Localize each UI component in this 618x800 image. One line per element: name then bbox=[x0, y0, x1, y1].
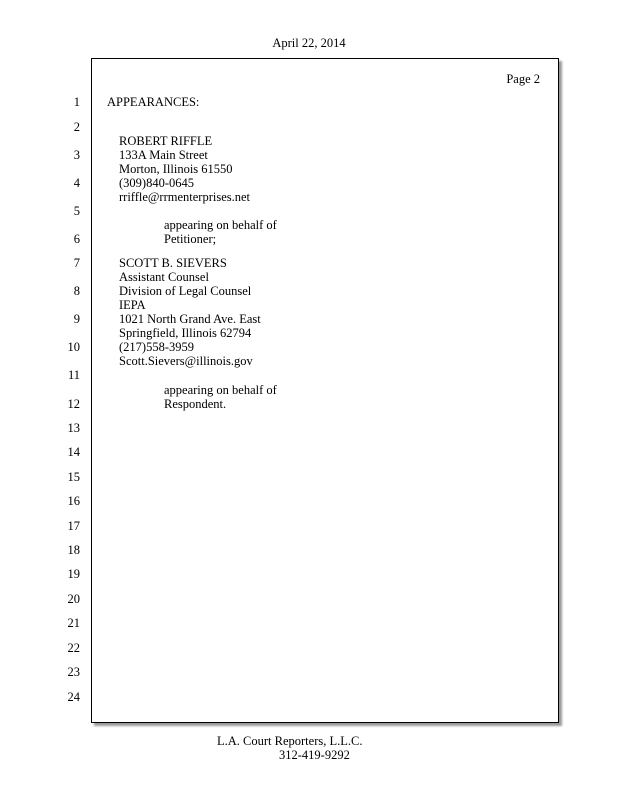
petitioner-name: ROBERT RIFFLE bbox=[119, 134, 213, 148]
line-number: 13 bbox=[67, 421, 80, 435]
respondent-street: 1021 North Grand Ave. East bbox=[119, 312, 261, 326]
petitioner-email: rriffle@rrmenterprises.net bbox=[119, 190, 251, 204]
petitioner-role-line: appearing on behalf of bbox=[164, 218, 277, 232]
respondent-email: Scott.Sievers@illinois.gov bbox=[119, 354, 253, 368]
page-number-label: Page 2 bbox=[506, 72, 540, 86]
respondent-city: Springfield, Illinois 62794 bbox=[119, 326, 252, 340]
line-number: 15 bbox=[67, 470, 80, 484]
line-number: 18 bbox=[67, 543, 80, 557]
line-number: 11 bbox=[67, 368, 80, 382]
line-number: 21 bbox=[67, 616, 80, 630]
respondent-title: Assistant Counsel bbox=[119, 270, 209, 284]
line-number: 4 bbox=[73, 176, 80, 190]
petitioner-street: 133A Main Street bbox=[119, 148, 208, 162]
line-number: 3 bbox=[73, 148, 80, 162]
line-number: 16 bbox=[67, 494, 80, 508]
line-number: 9 bbox=[73, 312, 80, 326]
line-number: 8 bbox=[73, 284, 80, 298]
line-number: 7 bbox=[73, 256, 80, 270]
petitioner-phone: (309)840-0645 bbox=[119, 176, 194, 190]
appearances-heading: APPEARANCES: bbox=[107, 95, 200, 109]
respondent-phone: (217)558-3959 bbox=[119, 340, 194, 354]
line-number: 19 bbox=[67, 567, 80, 581]
footer-phone: 312-419-9292 bbox=[279, 748, 350, 762]
line-number: 24 bbox=[67, 690, 80, 704]
transcript-date: April 22, 2014 bbox=[272, 36, 346, 50]
line-number: 12 bbox=[67, 397, 80, 411]
line-number: 5 bbox=[73, 204, 80, 218]
respondent-name: SCOTT B. SIEVERS bbox=[119, 256, 227, 270]
line-number: 1 bbox=[73, 95, 80, 109]
line-number: 23 bbox=[67, 665, 80, 679]
respondent-role: Respondent. bbox=[164, 397, 227, 411]
respondent-division: Division of Legal Counsel bbox=[119, 284, 252, 298]
footer-company: L.A. Court Reporters, L.L.C. bbox=[217, 734, 363, 748]
respondent-agency: IEPA bbox=[119, 298, 146, 312]
line-number: 17 bbox=[67, 519, 80, 533]
line-number: 14 bbox=[67, 445, 80, 459]
line-number: 22 bbox=[67, 641, 80, 655]
line-number: 10 bbox=[67, 340, 80, 354]
line-number: 6 bbox=[73, 232, 80, 246]
petitioner-role: Petitioner; bbox=[164, 232, 217, 246]
petitioner-city: Morton, Illinois 61550 bbox=[119, 162, 233, 176]
line-number: 2 bbox=[73, 120, 80, 134]
respondent-role-line: appearing on behalf of bbox=[164, 383, 277, 397]
line-number: 20 bbox=[67, 592, 80, 606]
